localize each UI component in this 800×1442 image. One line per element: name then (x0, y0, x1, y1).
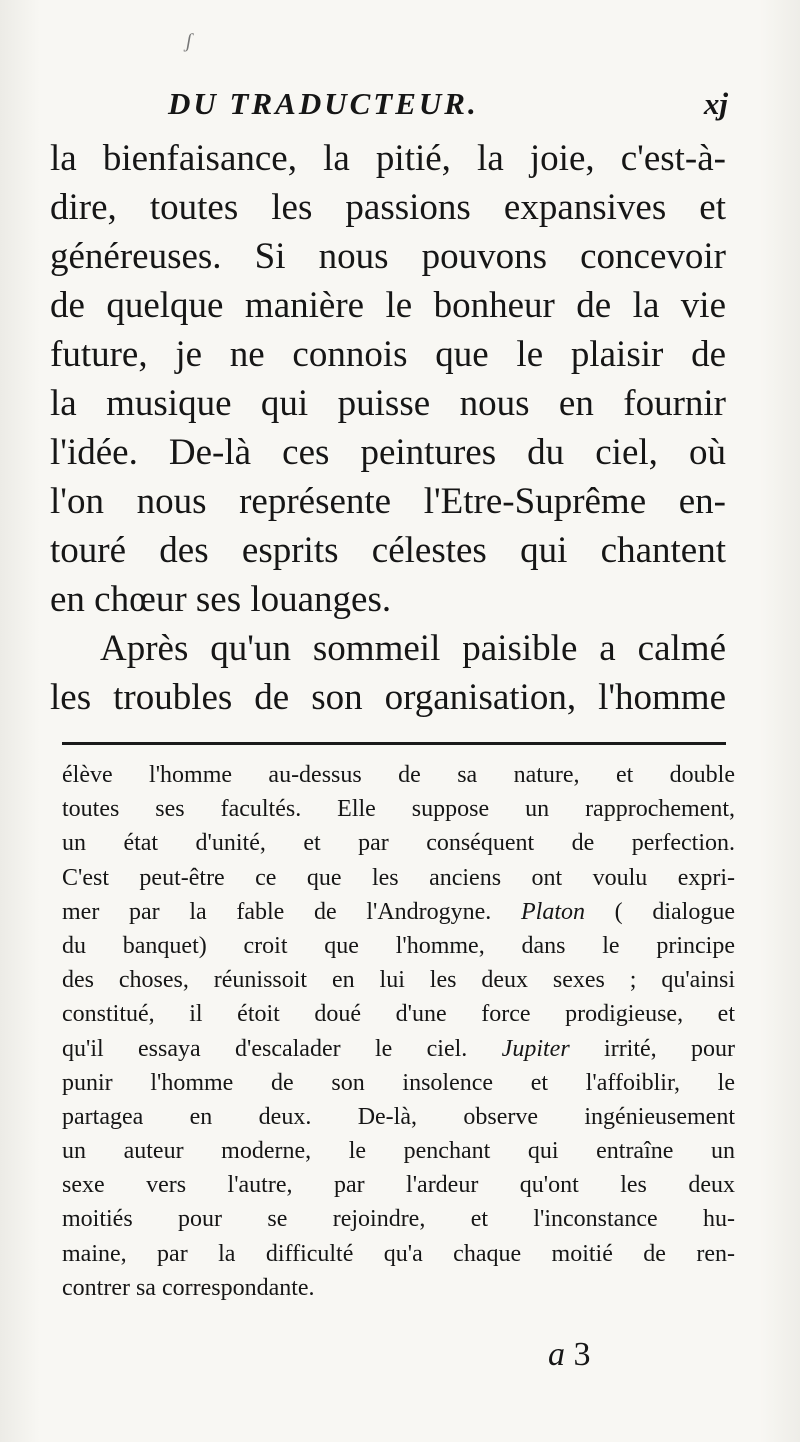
footnote-line: un auteur moderne, le penchant qui entraîne un (62, 1138, 735, 1165)
footnote-text: ( dialogue (614, 898, 735, 925)
footnote-line: maine, par la difficulté qu'a chaque moitié de ren- (62, 1240, 735, 1267)
page-number: xj (703, 86, 728, 121)
footnote-line: constitué, il étoit doué d'une force prodigieuse, et (62, 1001, 735, 1028)
deity-name-jupiter: Jupiter (501, 1035, 570, 1062)
text-line: en chœur ses louanges. (50, 579, 392, 620)
text-line: généreuses. Si nous pouvons concevoir (50, 236, 726, 277)
text-line: la musique qui puisse nous en fournir (50, 383, 726, 424)
footnote-line: sexe vers l'autre, par l'ardeur qu'ont les deux (62, 1172, 735, 1199)
paragraph-start-line: Après qu'un sommeil paisible a calmé (100, 628, 726, 669)
signature-letter: a (548, 1336, 565, 1373)
text-line: la bienfaisance, la pitié, la joie, c'est-à- (50, 138, 726, 179)
footnote-line: un état d'unité, et par conséquent de perfection. (62, 830, 735, 857)
signature-number: 3 (573, 1336, 591, 1373)
footnote-rule (62, 742, 726, 745)
main-text (50, 134, 726, 722)
text-line: l'idée. De-là ces peintures du ciel, où (50, 432, 726, 473)
footnote-line: C'est peut-être ce que les anciens ont voulu expri- (62, 864, 735, 891)
footnote-text: qu'il essaya d'escalader le ciel. (62, 1035, 468, 1062)
footnote-text: mer par la fable de l'Androgyne. (62, 898, 492, 925)
text-line: touré des esprits célestes qui chantent (50, 530, 726, 571)
footnote (62, 758, 735, 1305)
text-line: les troubles de son organisation, l'homme (50, 677, 726, 718)
footnote-line: élève l'homme au-dessus de sa nature, et double (62, 762, 735, 788)
footnote-line (62, 895, 735, 929)
footnote-line (62, 1032, 735, 1066)
text-line: l'on nous représente l'Etre-Suprême en- (50, 481, 726, 522)
running-head (168, 86, 728, 130)
text-line: dire, toutes les passions expansives et (50, 187, 726, 228)
text-line: de quelque manière le bonheur de la vie (50, 285, 726, 326)
margin-mark: ʃ (186, 30, 192, 52)
running-title: DU TRADUCTEUR. (168, 86, 479, 121)
text-line: future, je ne connois que le plaisir de (50, 334, 726, 375)
footnote-line: punir l'homme de son insolence et l'affoiblir, le (62, 1069, 735, 1096)
footnote-line: des choses, réunissoit en lui les deux sexes ; qu'ainsi (62, 967, 735, 994)
footnote-text: irrité, pour (604, 1035, 735, 1062)
signature-mark (548, 1336, 591, 1374)
footnote-line: moitiés pour se rejoindre, et l'inconstance hu- (62, 1206, 735, 1233)
footnote-line: toutes ses facultés. Elle suppose un rapprochement, (62, 796, 735, 823)
author-name-platon: Platon (520, 898, 585, 925)
footnote-line: partagea en deux. De-là, observe ingénieusement (62, 1103, 735, 1130)
footnote-line: contrer sa correspondante. (62, 1274, 315, 1301)
footnote-line: du banquet) croit que l'homme, dans le principe (62, 932, 735, 959)
